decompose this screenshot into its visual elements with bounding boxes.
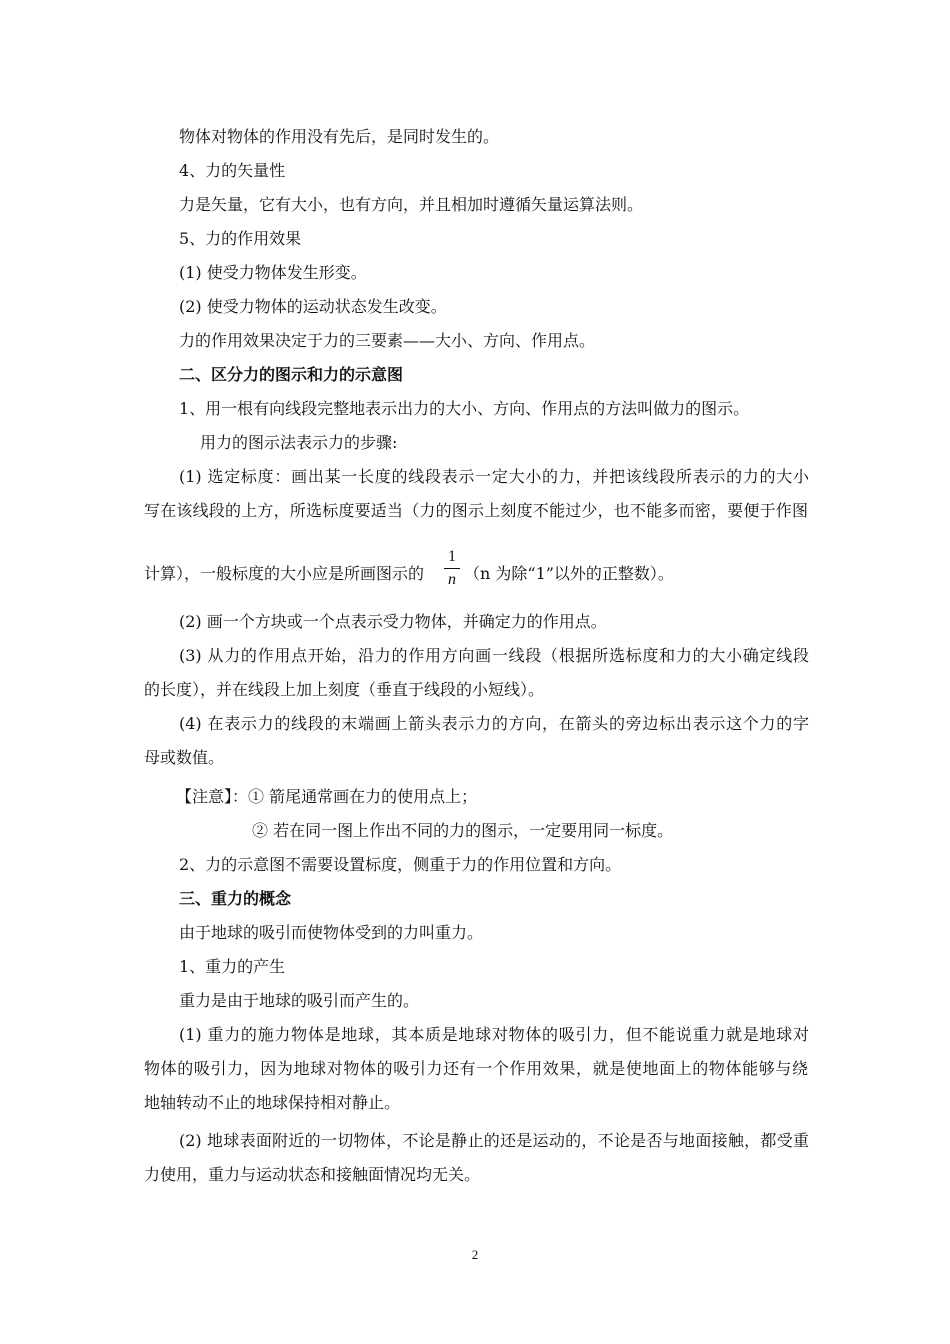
paragraph: 重力是由于地球的吸引而产生的。 xyxy=(179,991,420,1010)
step-line: (3) 从力的作用点开始，沿力的作用方向画一线段（根据所选标度和力的大小确定线段 xyxy=(179,646,809,665)
paragraph: 力是矢量，它有大小，也有方向，并且相加时遵循矢量运算法则。 xyxy=(179,195,644,214)
note-label: 【注意】： xyxy=(176,787,249,806)
paragraph: 力的作用效果决定于力的三要素——大小、方向、作用点。 xyxy=(179,331,596,350)
note-text: ② 若在同一图上作出不同的力的图示，一定要用同一标度。 xyxy=(252,821,674,840)
subheading: 用力的图示法表示力的步骤: xyxy=(200,433,398,452)
paragraph: 物体对物体的作用没有先后，是同时发生的。 xyxy=(179,127,500,146)
section-title: 三、重力的概念 xyxy=(179,889,292,908)
paragraph: 1、用一根有向线段完整地表示出力的大小、方向、作用点的方法叫做力的图示。 xyxy=(179,399,750,418)
step-line-text: （n 为除“1”以外的正整数）。 xyxy=(464,564,674,583)
fraction-bar xyxy=(444,568,460,569)
paragraph: 由于地球的吸引而使物体受到的力叫重力。 xyxy=(179,923,484,942)
list-item: (2) 使受力物体的运动状态发生改变。 xyxy=(179,297,447,316)
page-number: 2 xyxy=(471,1247,479,1262)
fraction-denominator: n xyxy=(448,571,456,588)
paragraph: 2、力的示意图不需要设置标度，侧重于力的作用位置和方向。 xyxy=(179,855,622,874)
note-text: ① 箭尾通常画在力的使用点上； xyxy=(248,787,478,806)
paragraph-line: 物体的吸引力，因为地球对物体的吸引力还有一个作用效果，就是使地面上的物体能够与绕 xyxy=(144,1059,808,1078)
section-title: 二、区分力的图示和力的示意图 xyxy=(179,365,404,384)
step-line-text: 计算），一般标度的大小应是所画图示的 xyxy=(144,564,425,583)
paragraph-line: 地轴转动不止的地球保持相对静止。 xyxy=(144,1093,401,1112)
step-line: 写在该线段的上方，所选标度要适当（力的图示上刻度不能过少，也不能多而密，要便于作图 xyxy=(144,501,808,520)
paragraph-line: (2) 地球表面附近的一切物体，不论是静止的还是运动的，不论是否与地面接触，都受重 xyxy=(179,1131,809,1150)
step-line: 的长度），并在线段上加上刻度（垂直于线段的小短线）。 xyxy=(144,680,545,699)
fraction-numerator: 1 xyxy=(448,548,456,565)
heading-gravity-origin: 1、重力的产生 xyxy=(179,957,286,976)
heading-vector: 4、力的矢量性 xyxy=(179,161,286,180)
list-item: (1) 使受力物体发生形变。 xyxy=(179,263,367,282)
paragraph-line: 力使用，重力与运动状态和接触面情况均无关。 xyxy=(144,1165,481,1184)
fraction xyxy=(442,548,462,589)
step-line: 母或数值。 xyxy=(144,748,225,767)
step-line: (4) 在表示力的线段的末端画上箭头表示力的方向，在箭头的旁边标出表示这个力的字 xyxy=(179,714,809,733)
step-line: (2) 画一个方块或一个点表示受力物体，并确定力的作用点。 xyxy=(179,612,607,631)
paragraph-line: (1) 重力的施力物体是地球，其本质是地球对物体的吸引力，但不能说重力就是地球对 xyxy=(179,1025,809,1044)
step-line: (1) 选定标度：画出某一长度的线段表示一定大小的力，并把该线段所表示的力的大小 xyxy=(179,467,809,486)
step-line xyxy=(144,564,424,584)
note xyxy=(176,787,477,807)
heading-effect: 5、力的作用效果 xyxy=(179,229,302,248)
